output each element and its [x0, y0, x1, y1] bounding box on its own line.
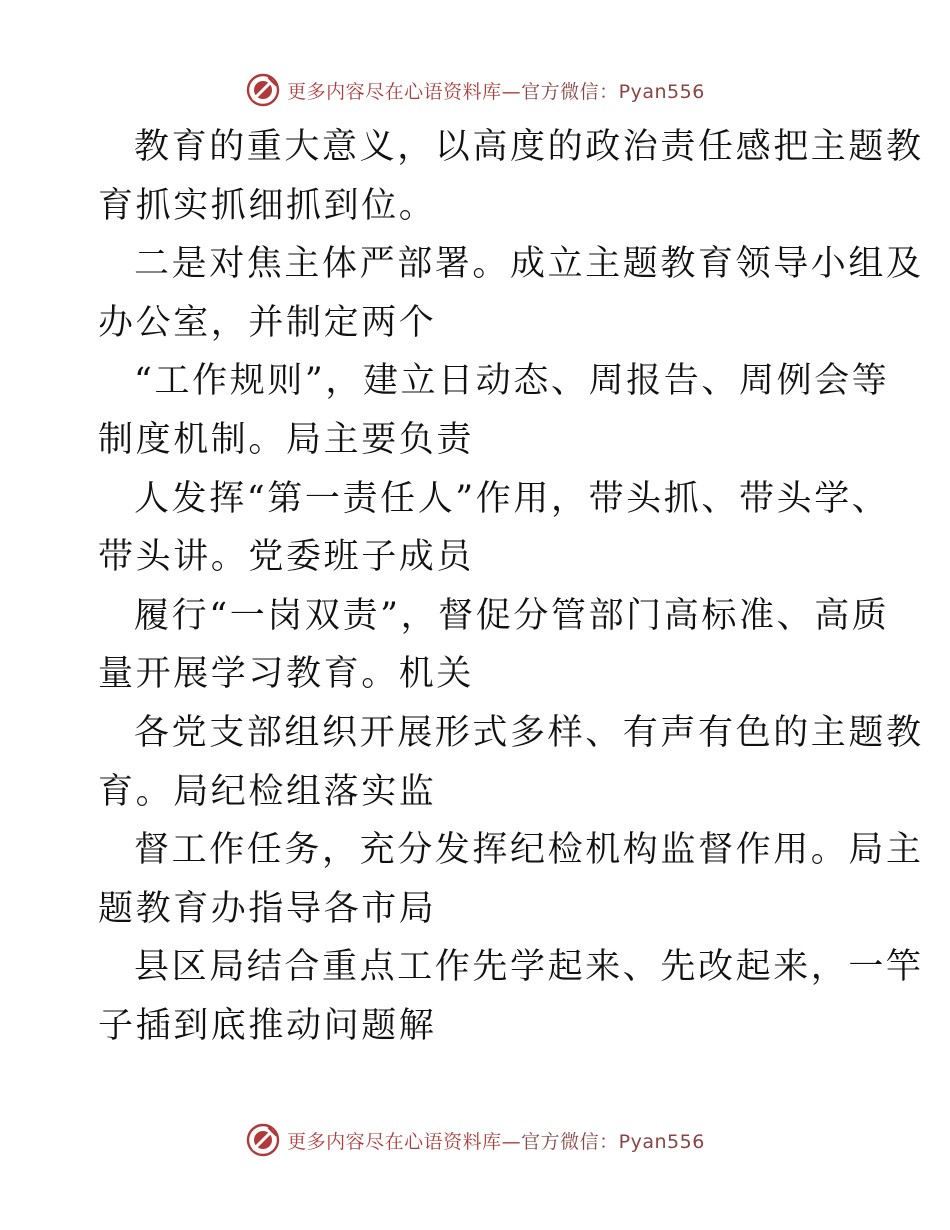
watermark-text: 更多内容尽在心语资料库—官方微信：Pyan556 [287, 1130, 705, 1153]
body-line: 履行“一岗双责”，督促分管部门高标准、高质 [134, 595, 890, 636]
body-line: 育。局纪检组落实监 [98, 771, 437, 812]
body-line: 题教育办指导各市局 [98, 888, 437, 929]
seal-logo-icon [245, 1122, 281, 1158]
body-line: 制度机制。局主要负责 [98, 419, 475, 460]
body-line: 教育的重大意义，以高度的政治责任感把主题教 [134, 127, 924, 167]
body-line: 督工作任务，充分发挥纪检机构监督作用。局主 [134, 830, 924, 871]
body-line: 人发挥“第一责任人”作用，带头抓、带头学、 [134, 478, 890, 519]
body-line: 办公室，并制定两个 [98, 302, 437, 343]
body-line: 带头讲。党委班子成员 [98, 537, 475, 578]
document-body [98, 118, 924, 1056]
body-line: 育抓实抓细抓到位。 [98, 185, 437, 226]
body-line: 量开展学习教育。机关 [98, 654, 475, 695]
body-line: 各党支部组织开展形式多样、有声有色的主题教 [134, 712, 924, 753]
seal-logo-icon [245, 72, 281, 108]
body-line: 子插到底推动问题解 [98, 1005, 437, 1046]
header-watermark [0, 70, 950, 110]
body-line: “工作规则”，建立日动态、周报告、周例会等 [134, 361, 890, 402]
watermark-text: 更多内容尽在心语资料库—官方微信：Pyan556 [287, 80, 705, 103]
body-line: 二是对焦主体严部署。成立主题教育领导小组及 [134, 244, 924, 285]
body-line: 县区局结合重点工作先学起来、先改起来，一竿 [134, 947, 924, 988]
footer-watermark [0, 1120, 950, 1160]
